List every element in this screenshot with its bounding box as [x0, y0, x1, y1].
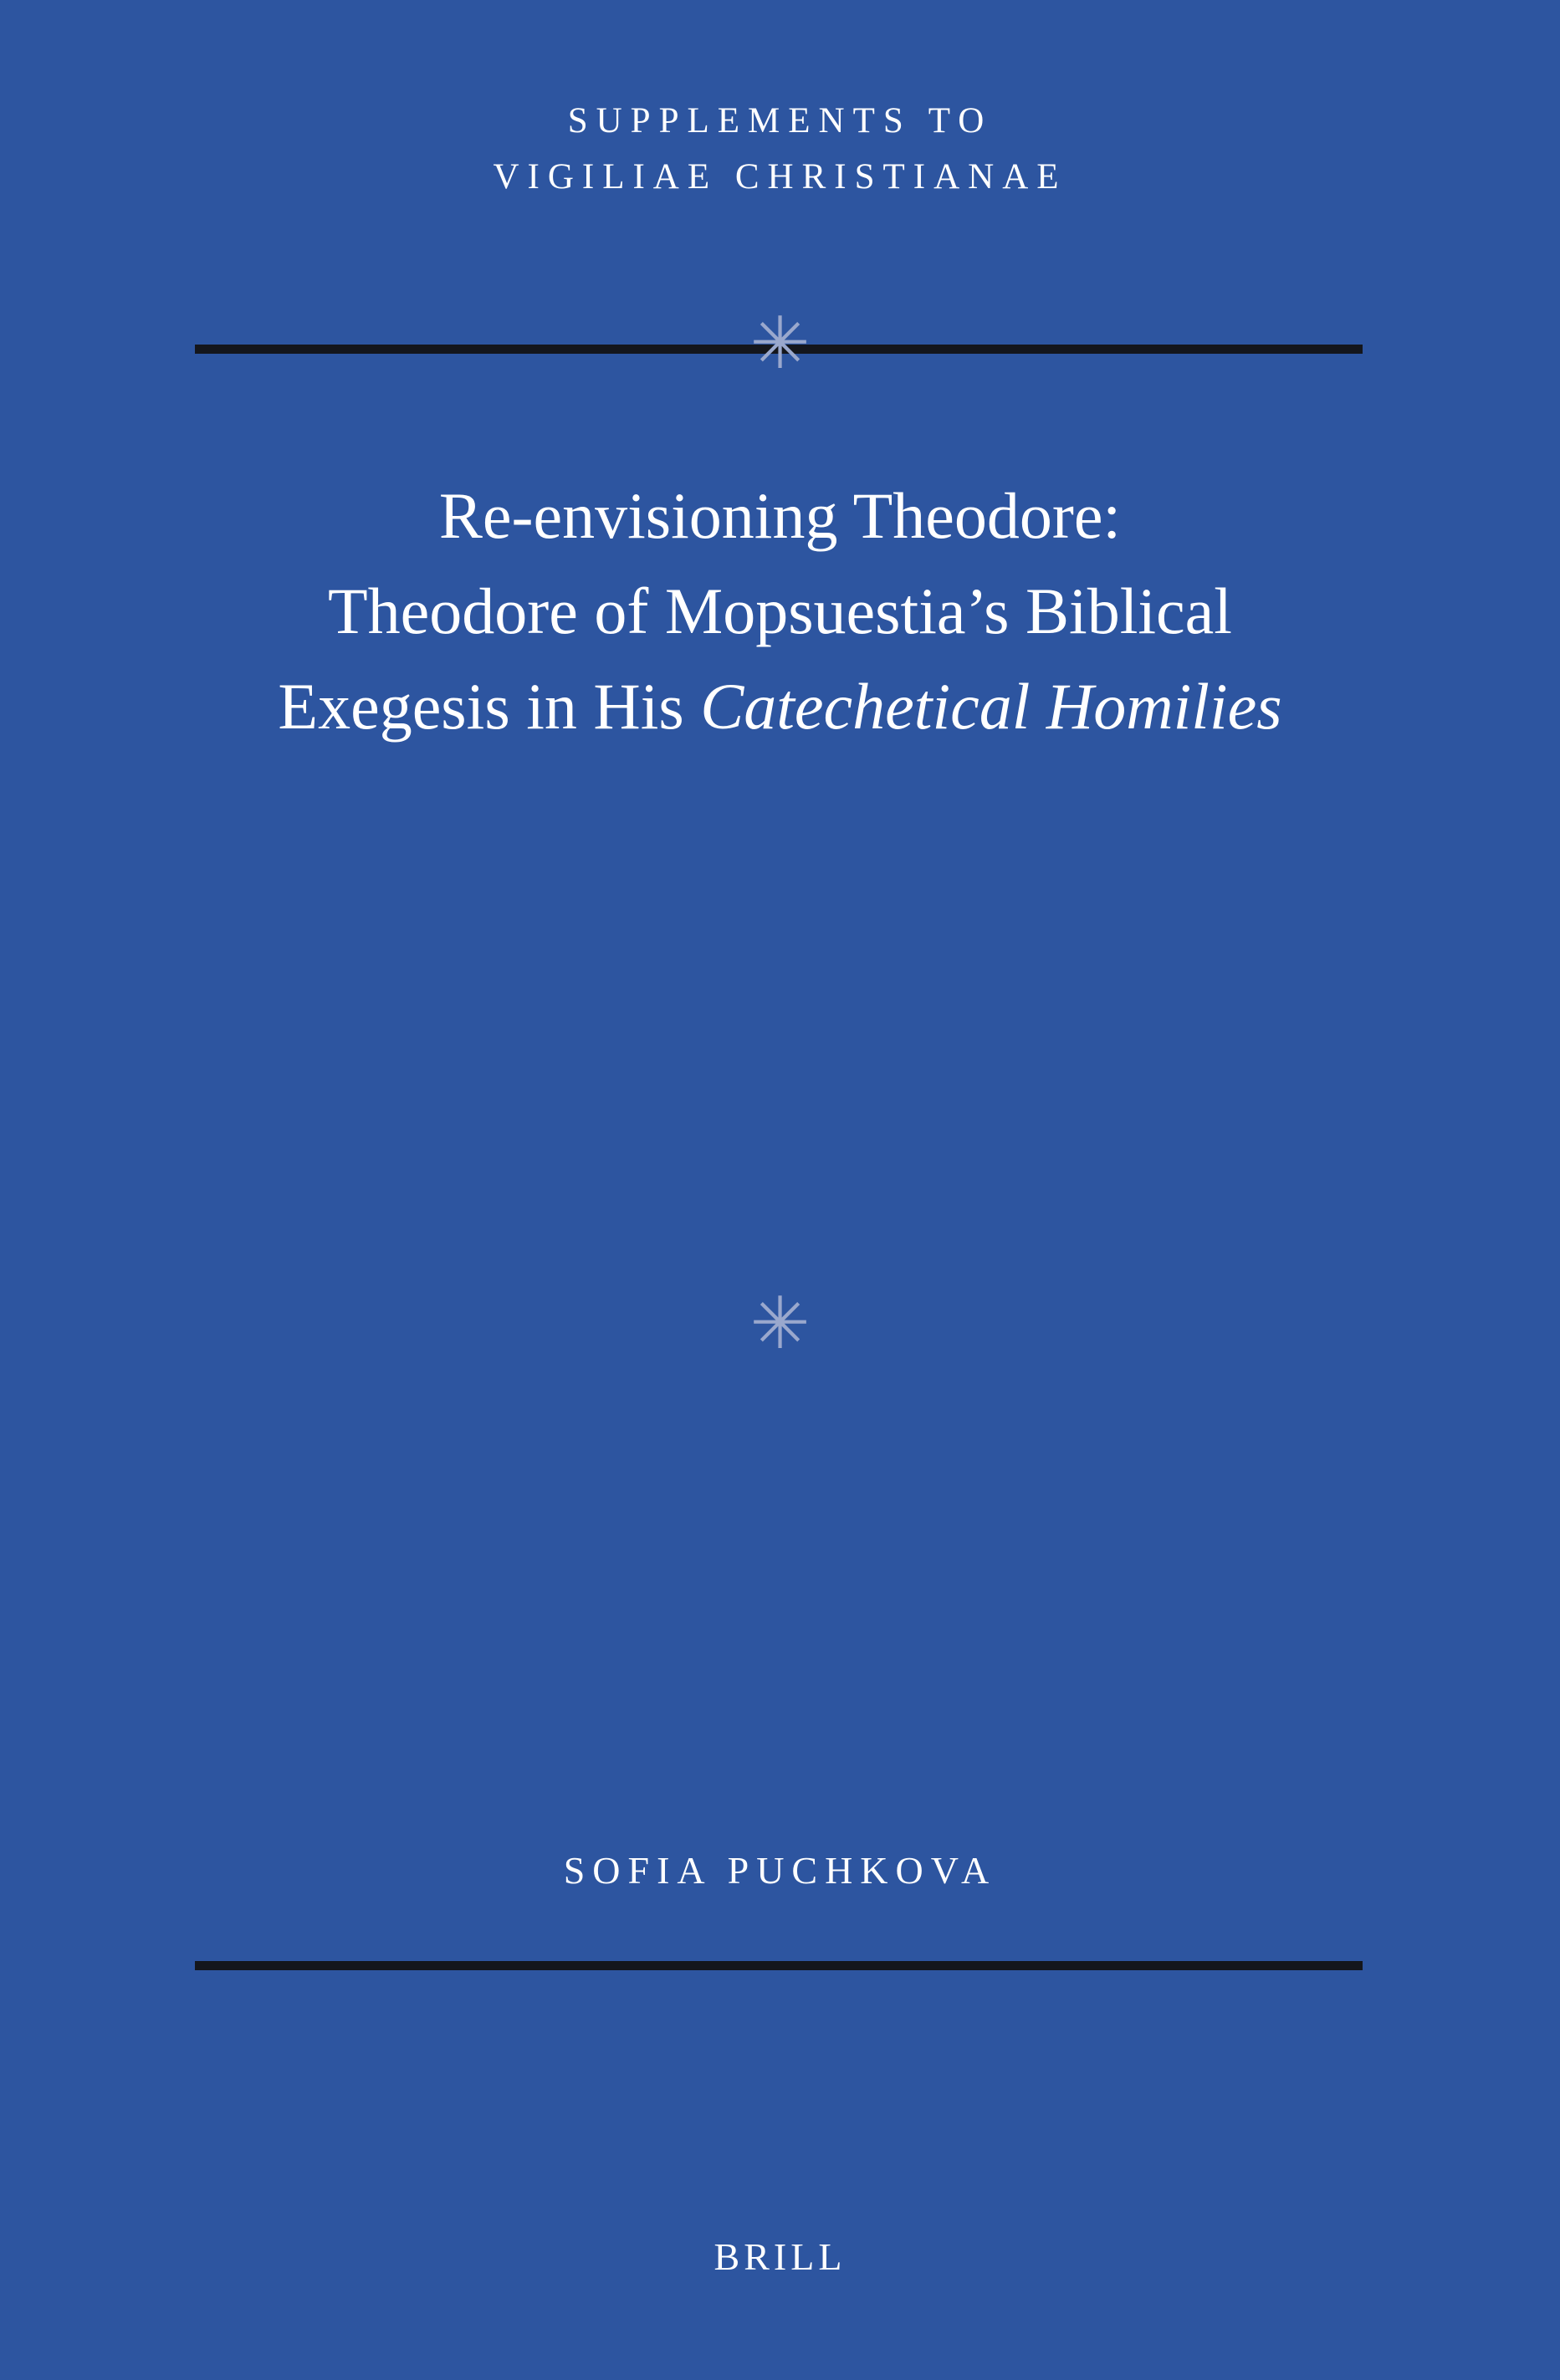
title-line-3 [84, 659, 1476, 754]
bottom-divider-rule [195, 1961, 1363, 1970]
series-title-line-1: SUPPLEMENTS TO [567, 101, 993, 140]
title-line-2: Theodore of Mopsuestia’s Biblical [328, 574, 1232, 647]
title-line-3-plain: Exegesis in His [278, 669, 701, 743]
series-title-line-2: VIGILIAE CHRISTIANAE [493, 156, 1067, 197]
page-title [84, 468, 1476, 754]
title-line-3-italic: Catechetical Homilies [700, 669, 1282, 743]
series-title [0, 94, 1560, 205]
title-line-1: Re-envisioning Theodore: [438, 479, 1122, 552]
asterisk-ornament-icon: ✳ [749, 304, 811, 384]
publisher-logo: BRILL [714, 2235, 846, 2278]
author-name: SOFIA PUCHKOVA [563, 1849, 997, 1892]
asterisk-ornament-middle-icon: ✳ [749, 1284, 811, 1364]
